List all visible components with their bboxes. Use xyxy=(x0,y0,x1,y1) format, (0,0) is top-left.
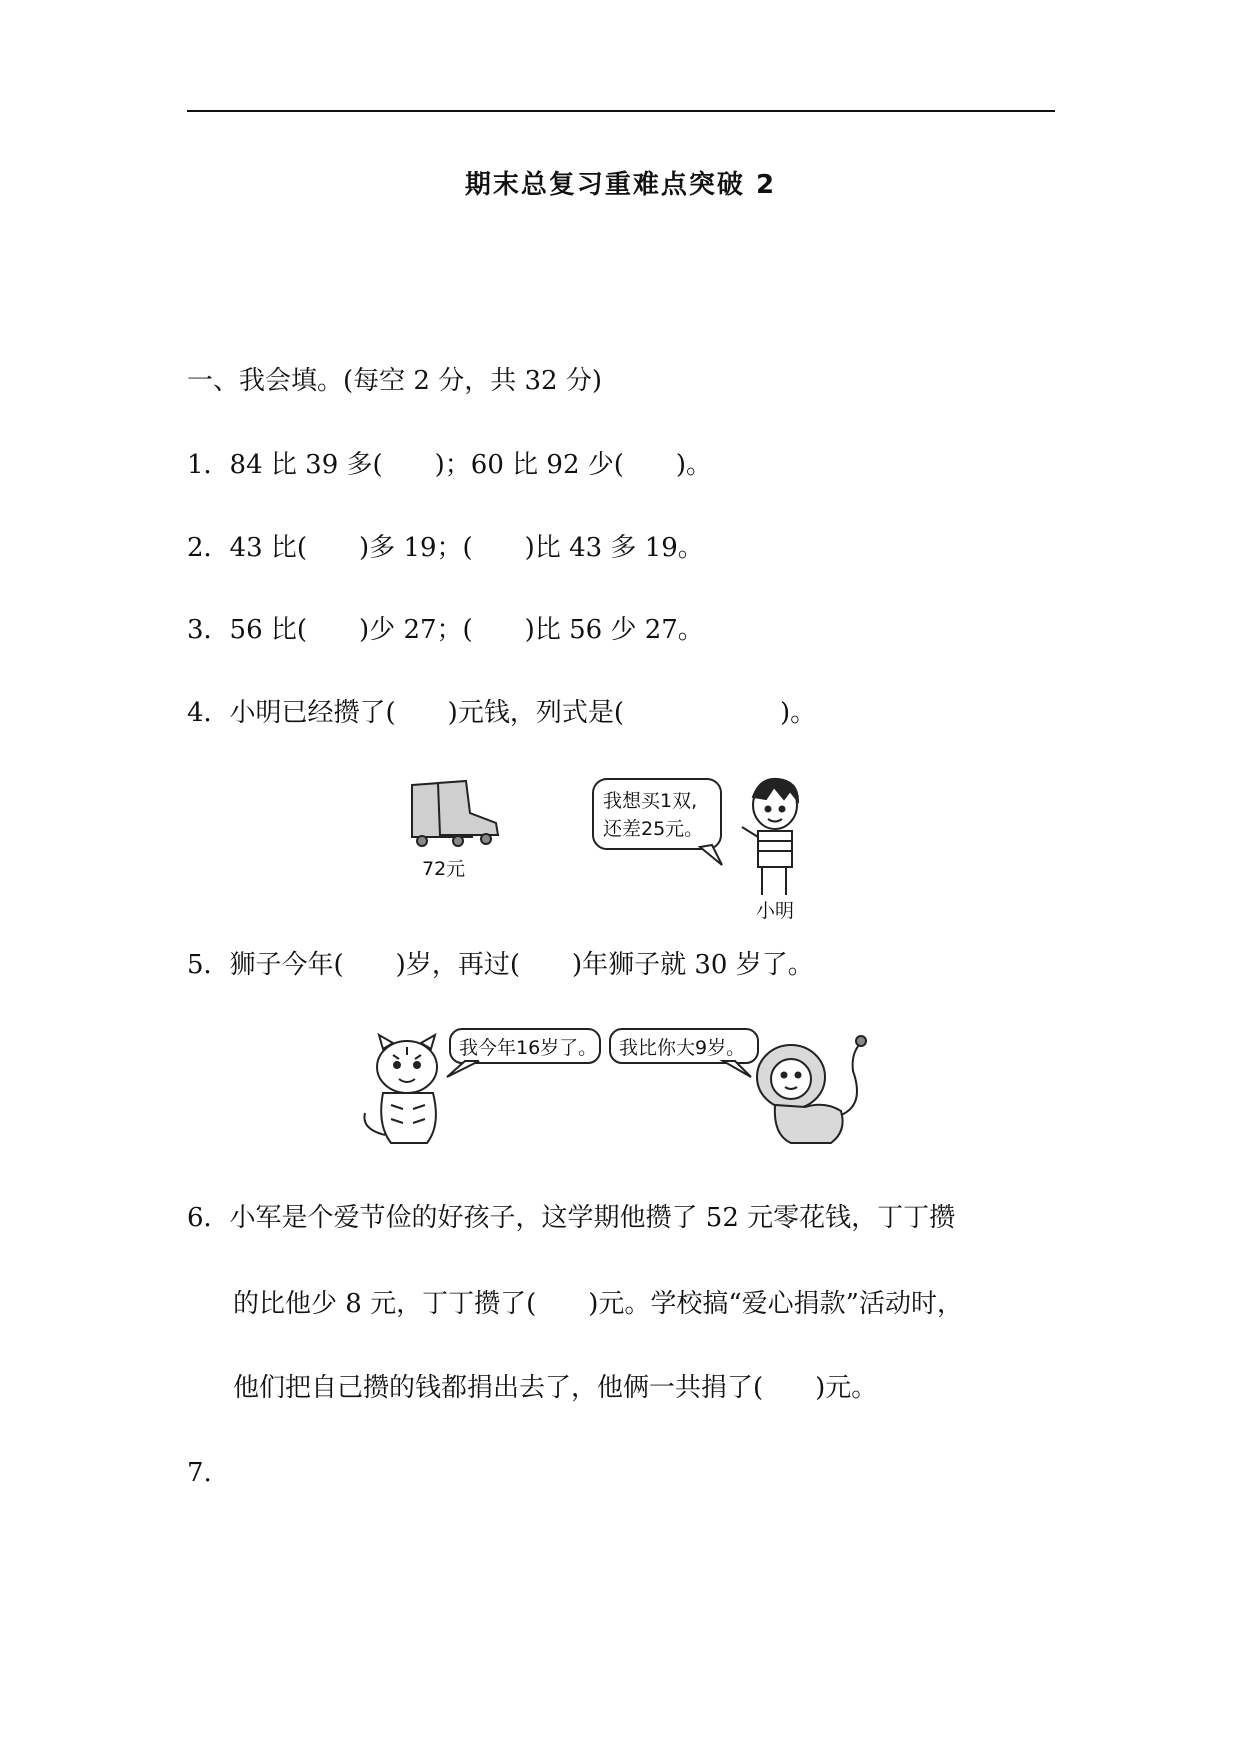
question-3: 3．56 比( )少 27；( )比 56 少 27。 xyxy=(187,615,704,645)
question-5: 5．狮子今年( )岁，再过( )年狮子就 30 岁了。 xyxy=(187,950,814,980)
lion-icon xyxy=(757,1036,866,1143)
bubble-line-2: 还差25元。 xyxy=(603,818,704,840)
section-heading: 一、我会填。(每空 2 分，共 32 分) xyxy=(187,366,602,396)
figure-skates-boy xyxy=(400,775,820,925)
question-6-line-1: 6．小军是个爱节俭的好孩子，这学期他攒了 52 元零花钱，丁丁攒 xyxy=(187,1203,956,1233)
page-title: 期末总复习重难点突破 2 xyxy=(464,170,777,200)
person-label: 小明 xyxy=(756,900,795,922)
tiger-icon xyxy=(364,1035,437,1143)
question-6-line-2: 的比他少 8 元，丁丁攒了( )元。学校搞“爱心捐款”活动时， xyxy=(233,1289,963,1319)
question-4: 4．小明已经攒了( )元钱，列式是( )。 xyxy=(187,698,817,728)
question-2: 2．43 比( )多 19；( )比 43 多 19。 xyxy=(187,533,704,563)
tiger-bubble-text: 我今年16岁了。 xyxy=(459,1037,598,1059)
price-label: 72元 xyxy=(422,858,466,880)
question-1: 1．84 比 39 多( )；60 比 92 少( )。 xyxy=(187,450,713,480)
question-7: 7. xyxy=(187,1458,212,1488)
question-6-line-3: 他们把自己攒的钱都捐出去了，他俩一共捐了( )元。 xyxy=(233,1373,878,1403)
skates-icon xyxy=(412,781,498,846)
boy-icon xyxy=(742,779,798,895)
speech-bubble xyxy=(593,779,722,865)
figure-tiger-lion xyxy=(355,1025,875,1155)
tiger-speech-bubble xyxy=(447,1029,600,1077)
header-rule xyxy=(187,110,1055,112)
lion-bubble-text: 我比你大9岁。 xyxy=(619,1037,746,1059)
bubble-line-1: 我想买1双, xyxy=(603,790,698,812)
lion-speech-bubble xyxy=(610,1029,758,1077)
